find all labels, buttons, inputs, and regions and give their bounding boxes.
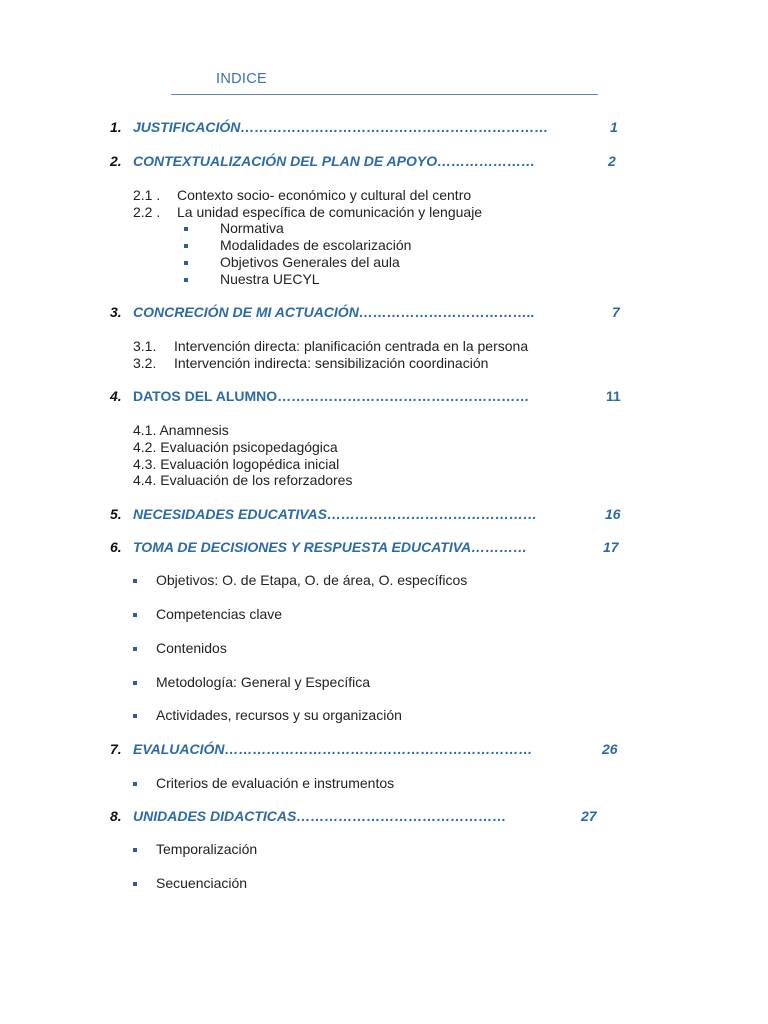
square-bullet-icon: [133, 882, 137, 886]
square-bullet-icon: [184, 261, 188, 265]
subsection-title: Intervención directa: planificación centrada en la persona: [174, 338, 529, 354]
section-number: 7.: [110, 741, 122, 757]
section-title-link[interactable]: [133, 304, 535, 320]
page-number: 11: [606, 388, 621, 404]
square-bullet-icon: [184, 244, 188, 248]
section-title-link[interactable]: [133, 808, 506, 824]
subsection-item: 4.1. Anamnesis: [133, 422, 229, 438]
section-number: 5.: [110, 506, 122, 522]
page-number: 16: [605, 506, 621, 522]
square-bullet-icon: [133, 579, 137, 583]
leader-dots: ………………………………..: [358, 304, 535, 320]
list-item: Temporalización: [156, 841, 258, 857]
section-title: JUSTIFICACIÓN: [133, 119, 241, 135]
leader-dots: ………………………………………………: [277, 388, 530, 404]
square-bullet-icon: [133, 848, 137, 852]
square-bullet-icon: [184, 278, 188, 282]
list-item: Secuenciación: [156, 875, 248, 891]
index-title: INDICE: [216, 71, 267, 87]
section-title: CONCRECIÓN DE MI ACTUACIÓN: [133, 304, 359, 320]
square-bullet-icon: [133, 714, 137, 718]
page-number: 1: [610, 119, 618, 135]
list-item: Objetivos Generales del aula: [220, 254, 400, 270]
subsection-title: Intervención indirecta: sensibilización coordinación: [174, 355, 489, 371]
square-bullet-icon: [133, 613, 137, 617]
list-item: Modalidades de escolarización: [220, 237, 412, 253]
title-underline: [171, 94, 598, 95]
section-title-link[interactable]: [133, 119, 548, 135]
section-number: 1.: [110, 119, 122, 135]
list-item: Normativa: [220, 220, 284, 236]
section-title-link[interactable]: [133, 388, 529, 404]
page-number: 26: [602, 741, 618, 757]
list-item: Contenidos: [156, 640, 227, 656]
subsection-number: 2.2 .: [133, 204, 161, 220]
subsection-title: La unidad específica de comunicación y lenguaje: [177, 204, 483, 220]
subsection-number: 3.2.: [133, 355, 157, 371]
section-title: TOMA DE DECISIONES Y RESPUESTA EDUCATIVA: [133, 539, 472, 555]
page-number: 27: [581, 808, 597, 824]
section-number: 6.: [110, 539, 122, 555]
section-title-link[interactable]: [133, 539, 527, 555]
square-bullet-icon: [133, 681, 137, 685]
leader-dots: …………………………………………………………: [224, 741, 533, 757]
square-bullet-icon: [184, 227, 188, 231]
list-item: Competencias clave: [156, 606, 283, 622]
section-number: 4.: [110, 388, 122, 404]
section-title: DATOS DEL ALUMNO: [133, 388, 278, 404]
leader-dots: …………: [471, 539, 528, 555]
list-item: Objetivos: O. de Etapa, O. de área, O. específicos: [156, 572, 468, 588]
section-number: 3.: [110, 304, 122, 320]
square-bullet-icon: [133, 647, 137, 651]
section-title-link[interactable]: [133, 741, 533, 757]
page-number: 17: [603, 539, 619, 555]
subsection-number: 2.1 .: [133, 187, 161, 203]
list-item: Criterios de evaluación e instrumentos: [156, 775, 395, 791]
section-title-link[interactable]: [133, 506, 537, 522]
section-title: NECESIDADES EDUCATIVAS: [133, 506, 327, 522]
leader-dots: …………………………………………………………: [240, 119, 549, 135]
subsection-title: Contexto socio- económico y cultural del centro: [177, 187, 472, 203]
section-title: CONTEXTUALIZACIÓN DEL PLAN DE APOYO: [133, 153, 438, 169]
section-title: EVALUACIÓN: [133, 741, 225, 757]
subsection-item: 4.2. Evaluación psicopedagógica: [133, 439, 338, 455]
subsection-number: 3.1.: [133, 338, 157, 354]
section-number: 8.: [110, 808, 122, 824]
section-title-link[interactable]: [133, 153, 535, 169]
section-title: UNIDADES DIDACTICAS: [133, 808, 297, 824]
leader-dots: ………………………………………: [296, 808, 507, 824]
page-number: 2: [608, 153, 616, 169]
section-number: 2.: [110, 153, 122, 169]
list-item: Actividades, recursos y su organización: [156, 707, 402, 723]
subsection-item: 4.3. Evaluación logopédica inicial: [133, 456, 340, 472]
list-item: Nuestra UECYL: [220, 271, 320, 287]
leader-dots: …………………: [437, 153, 536, 169]
square-bullet-icon: [133, 782, 137, 786]
leader-dots: ………………………………………: [326, 506, 537, 522]
page-number: 7: [612, 304, 620, 320]
subsection-item: 4.4. Evaluación de los reforzadores: [133, 472, 353, 488]
list-item: Metodología: General y Específica: [156, 674, 371, 690]
